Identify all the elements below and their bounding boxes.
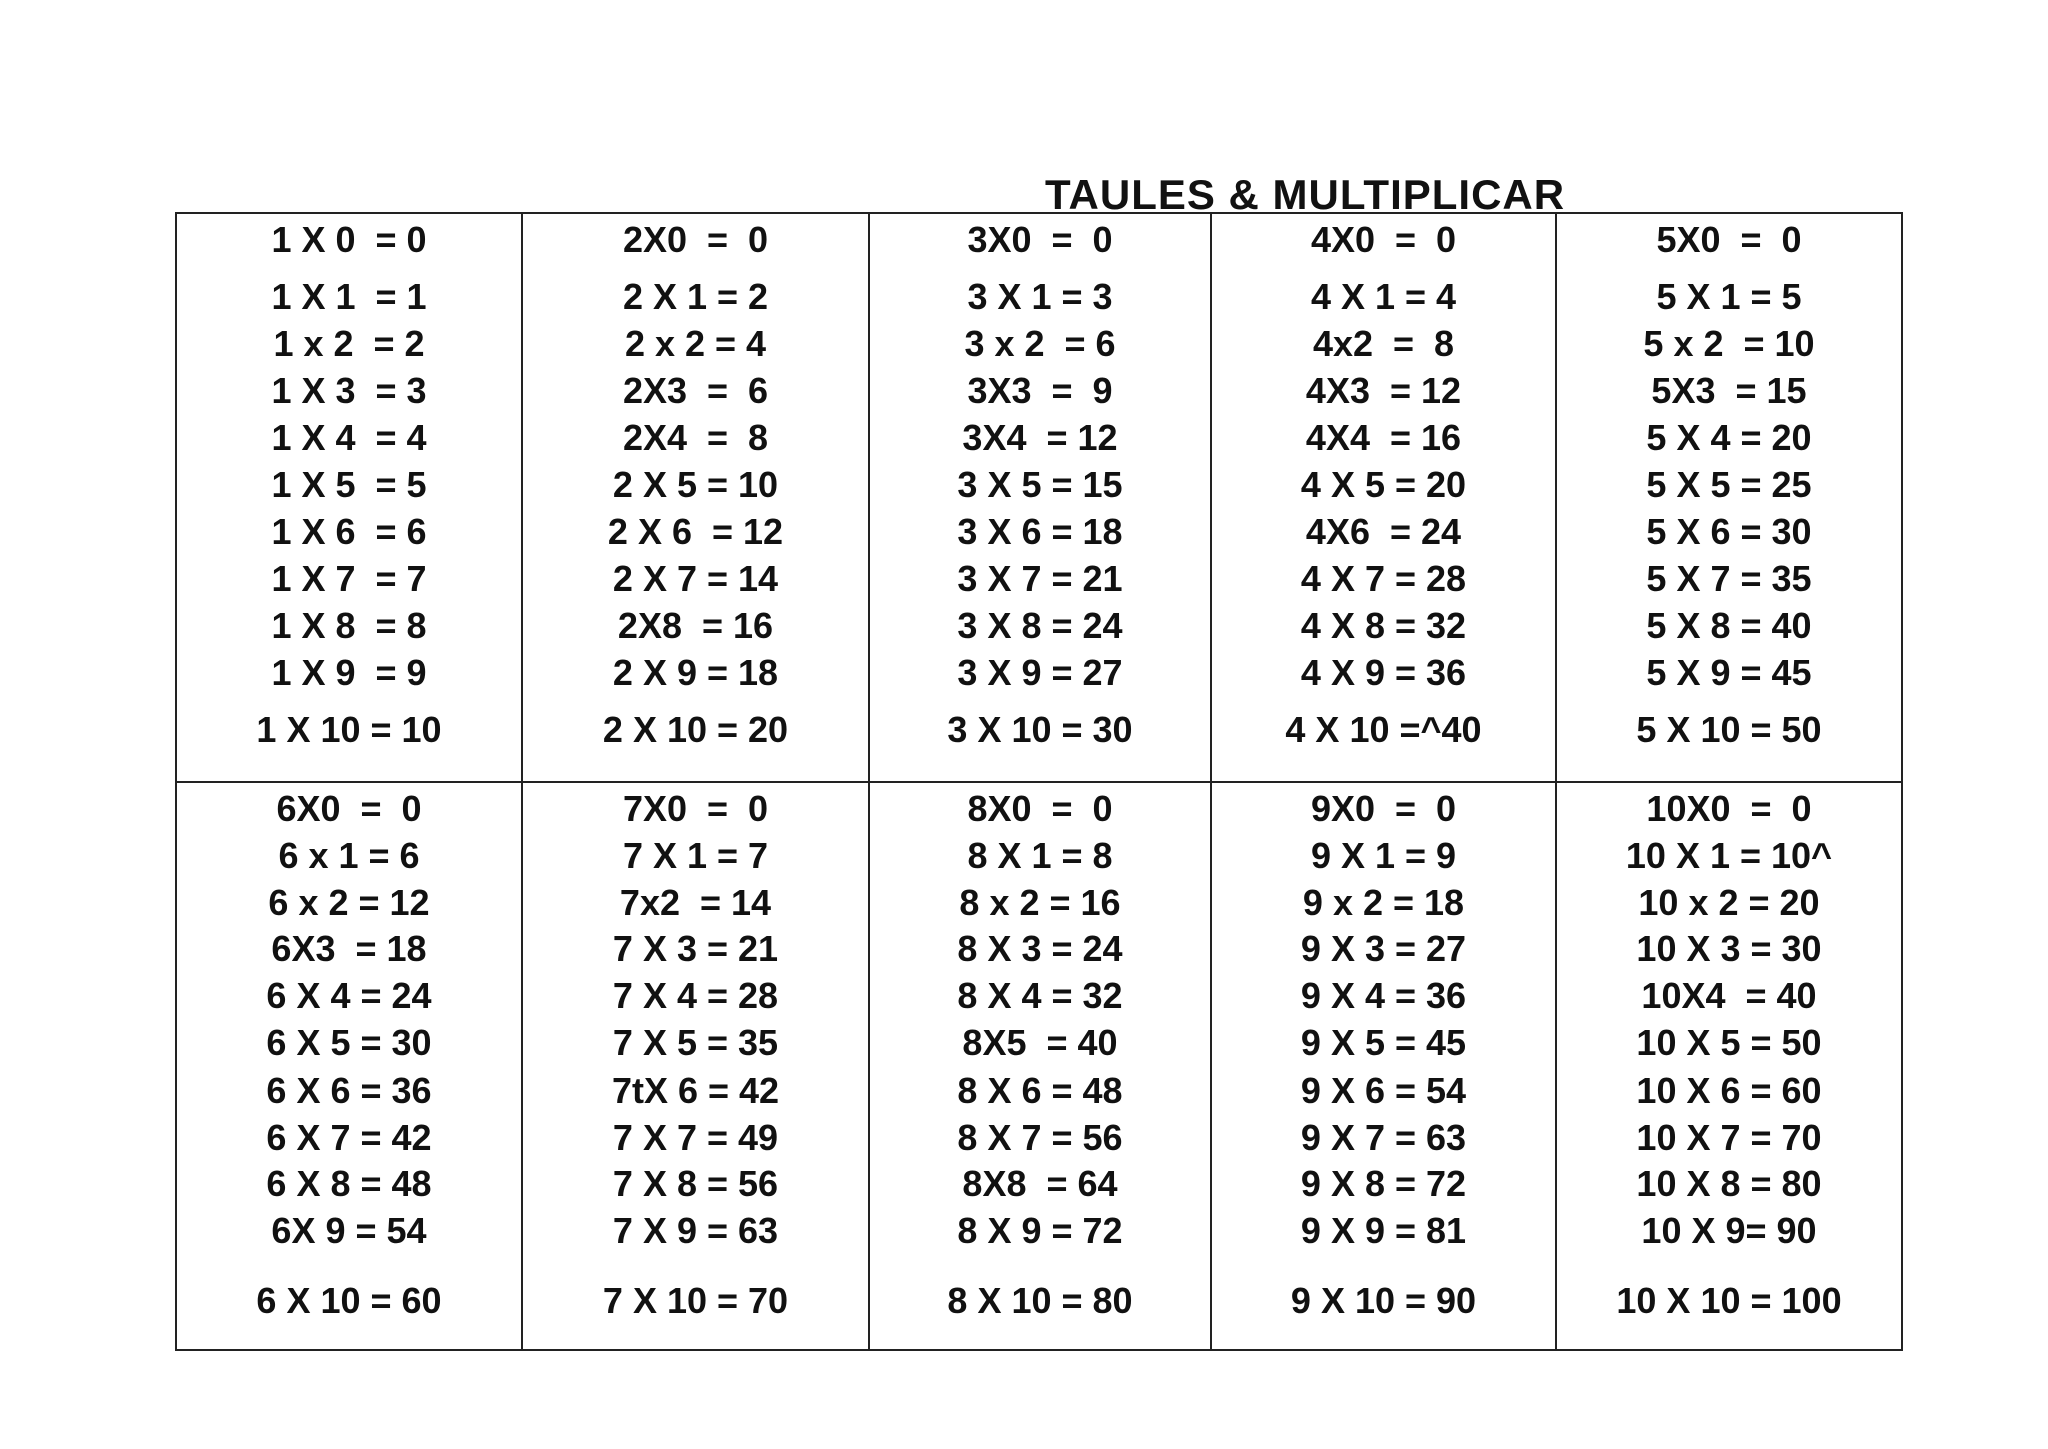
table-line: 2 X 1 = 2 <box>622 276 769 317</box>
table-line: 10 X 5 = 50 <box>1636 1022 1822 1063</box>
table-line: 6X 9 = 54 <box>271 1210 427 1251</box>
table-line: 8 X 3 = 24 <box>957 928 1123 969</box>
table-line: 1 X 0 = 0 <box>271 219 427 260</box>
table-line: 1 X 1 = 1 <box>271 276 427 317</box>
table-line: 10X4 = 40 <box>1641 975 1817 1016</box>
table-line: 7 X 4 = 28 <box>612 975 779 1016</box>
table-line: 5 X 6 = 30 <box>1646 511 1812 552</box>
table-10 <box>1557 783 1901 1349</box>
table-line: 10 X 10 = 100 <box>1616 1280 1842 1321</box>
table-line: 10 X 1 = 10^ <box>1625 835 1833 876</box>
table-line: 10X0 = 0 <box>1646 788 1812 829</box>
table-4 <box>1212 214 1557 783</box>
table-line: 5 X 9 = 45 <box>1646 652 1812 693</box>
table-6 <box>177 783 523 1349</box>
table-line: 2 X 7 = 14 <box>612 558 779 599</box>
table-line: 7X0 = 0 <box>622 788 769 829</box>
table-line: 10 X 7 = 70 <box>1636 1117 1822 1158</box>
table-line: 7 X 1 = 7 <box>622 835 769 876</box>
table-line: 3 X 9 = 27 <box>957 652 1123 693</box>
table-line: 3 X 5 = 15 <box>957 464 1123 505</box>
table-line: 7 X 8 = 56 <box>612 1163 779 1204</box>
table-line: 2 X 9 = 18 <box>612 652 779 693</box>
table-line: 10 X 8 = 80 <box>1636 1163 1822 1204</box>
table-line: 5 X 5 = 25 <box>1646 464 1812 505</box>
table-line: 6 X 5 = 30 <box>266 1022 432 1063</box>
table-line: 7 X 10 = 70 <box>602 1280 789 1321</box>
table-line: 7tX 6 = 42 <box>611 1070 780 1111</box>
table-line: 8 X 10 = 80 <box>947 1280 1133 1321</box>
table-line: 1 X 6 = 6 <box>271 511 427 552</box>
table-line: 7 X 5 = 35 <box>612 1022 779 1063</box>
table-line: 3 X 6 = 18 <box>957 511 1123 552</box>
table-line: 9 X 7 = 63 <box>1300 1117 1467 1158</box>
table-line: 3 x 2 = 6 <box>964 323 1116 364</box>
table-line: 8 X 9 = 72 <box>957 1210 1123 1251</box>
table-line: 4 X 7 = 28 <box>1300 558 1467 599</box>
table-line: 5X0 = 0 <box>1656 219 1802 260</box>
table-line: 5 X 7 = 35 <box>1646 558 1812 599</box>
page-title: TAULES & MULTIPLICAR <box>1045 171 1566 218</box>
table-line: 2X3 = 6 <box>622 370 769 411</box>
table-line: 10 X 9= 90 <box>1641 1210 1817 1251</box>
table-line: 10 x 2 = 20 <box>1638 882 1820 923</box>
table-line: 6 x 1 = 6 <box>278 835 420 876</box>
table-line: 5 X 10 = 50 <box>1636 709 1822 750</box>
table-line: 6 X 10 = 60 <box>256 1280 442 1321</box>
table-line: 5 x 2 = 10 <box>1643 323 1815 364</box>
table-line: 1 X 8 = 8 <box>271 605 427 646</box>
table-line: 8X0 = 0 <box>967 788 1113 829</box>
table-line: 7 X 7 = 49 <box>612 1117 779 1158</box>
table-line: 8 X 6 = 48 <box>957 1070 1123 1111</box>
table-line: 4 X 10 =^40 <box>1285 709 1482 750</box>
table-line: 9 X 10 = 90 <box>1290 1280 1477 1321</box>
table-3 <box>870 214 1212 783</box>
table-line: 3 X 8 = 24 <box>957 605 1123 646</box>
table-line: 3 X 7 = 21 <box>957 558 1123 599</box>
table-5 <box>1557 214 1901 783</box>
table-line: 9 X 1 = 9 <box>1310 835 1457 876</box>
table-line: 7 X 3 = 21 <box>612 928 779 969</box>
table-line: 1 X 10 = 10 <box>256 709 442 750</box>
table-line: 2X4 = 8 <box>622 417 769 458</box>
table-line: 4 X 5 = 20 <box>1300 464 1467 505</box>
table-line: 10 X 6 = 60 <box>1636 1070 1822 1111</box>
table-line: 9 X 6 = 54 <box>1300 1070 1467 1111</box>
table-line: 2X8 = 16 <box>617 605 774 646</box>
table-line: 4 X 8 = 32 <box>1300 605 1467 646</box>
table-line: 3X3 = 9 <box>967 370 1113 411</box>
table-line: 7 X 9 = 63 <box>612 1210 779 1251</box>
table-line: 1 X 3 = 3 <box>271 370 427 411</box>
table-line: 2 X 5 = 10 <box>612 464 779 505</box>
table-line: 6 X 4 = 24 <box>266 975 432 1016</box>
table-line: 4X4 = 16 <box>1305 417 1462 458</box>
table-line: 5 X 4 = 20 <box>1646 417 1812 458</box>
table-line: 2X0 = 0 <box>622 219 769 260</box>
table-line: 9X0 = 0 <box>1310 788 1457 829</box>
table-line: 9 X 5 = 45 <box>1300 1022 1467 1063</box>
table-line: 7x2 = 14 <box>619 882 772 923</box>
table-line: 2 X 10 = 20 <box>602 709 789 750</box>
table-line: 2 X 6 = 12 <box>607 511 784 552</box>
table-line: 3 X 10 = 30 <box>947 709 1133 750</box>
table-line: 8 x 2 = 16 <box>959 882 1121 923</box>
table-9 <box>1212 783 1557 1349</box>
table-line: 2 x 2 = 4 <box>624 323 767 364</box>
table-line: 4 X 9 = 36 <box>1300 652 1467 693</box>
table-line: 9 X 3 = 27 <box>1300 928 1467 969</box>
table-line: 4X0 = 0 <box>1310 219 1457 260</box>
table-line: 1 X 7 = 7 <box>271 558 427 599</box>
table-line: 8X8 = 64 <box>962 1163 1118 1204</box>
table-line: 1 X 4 = 4 <box>271 417 427 458</box>
table-line: 4X3 = 12 <box>1305 370 1462 411</box>
table-line: 9 x 2 = 18 <box>1302 882 1465 923</box>
table-7 <box>523 783 870 1349</box>
table-1 <box>177 214 523 783</box>
table-line: 1 X 5 = 5 <box>271 464 427 505</box>
table-line: 10 X 3 = 30 <box>1636 928 1822 969</box>
table-line: 3X0 = 0 <box>967 219 1113 260</box>
table-line: 6 X 7 = 42 <box>266 1117 432 1158</box>
table-line: 3X4 = 12 <box>962 417 1118 458</box>
table-line: 9 X 4 = 36 <box>1300 975 1467 1016</box>
table-line: 6 x 2 = 12 <box>268 882 430 923</box>
table-line: 1 x 2 = 2 <box>273 323 425 364</box>
table-line: 9 X 8 = 72 <box>1300 1163 1467 1204</box>
table-line: 5 X 1 = 5 <box>1656 276 1802 317</box>
table-line: 5 X 8 = 40 <box>1646 605 1812 646</box>
table-line: 4 X 1 = 4 <box>1310 276 1457 317</box>
table-line: 4x2 = 8 <box>1312 323 1455 364</box>
table-line: 4X6 = 24 <box>1305 511 1462 552</box>
table-line: 8X5 = 40 <box>962 1022 1118 1063</box>
table-2 <box>523 214 870 783</box>
table-line: 8 X 1 = 8 <box>967 835 1113 876</box>
table-line: 3 X 1 = 3 <box>967 276 1113 317</box>
table-line: 6X3 = 18 <box>271 928 427 969</box>
table-8 <box>870 783 1212 1349</box>
table-line: 8 X 4 = 32 <box>957 975 1123 1016</box>
table-line: 5X3 = 15 <box>1651 370 1807 411</box>
multiplication-grid <box>175 212 1903 1351</box>
table-line: 6X0 = 0 <box>276 788 422 829</box>
table-line: 9 X 9 = 81 <box>1300 1210 1467 1251</box>
table-line: 8 X 7 = 56 <box>957 1117 1123 1158</box>
table-line: 6 X 6 = 36 <box>266 1070 432 1111</box>
table-line: 6 X 8 = 48 <box>266 1163 432 1204</box>
table-line: 1 X 9 = 9 <box>271 652 427 693</box>
